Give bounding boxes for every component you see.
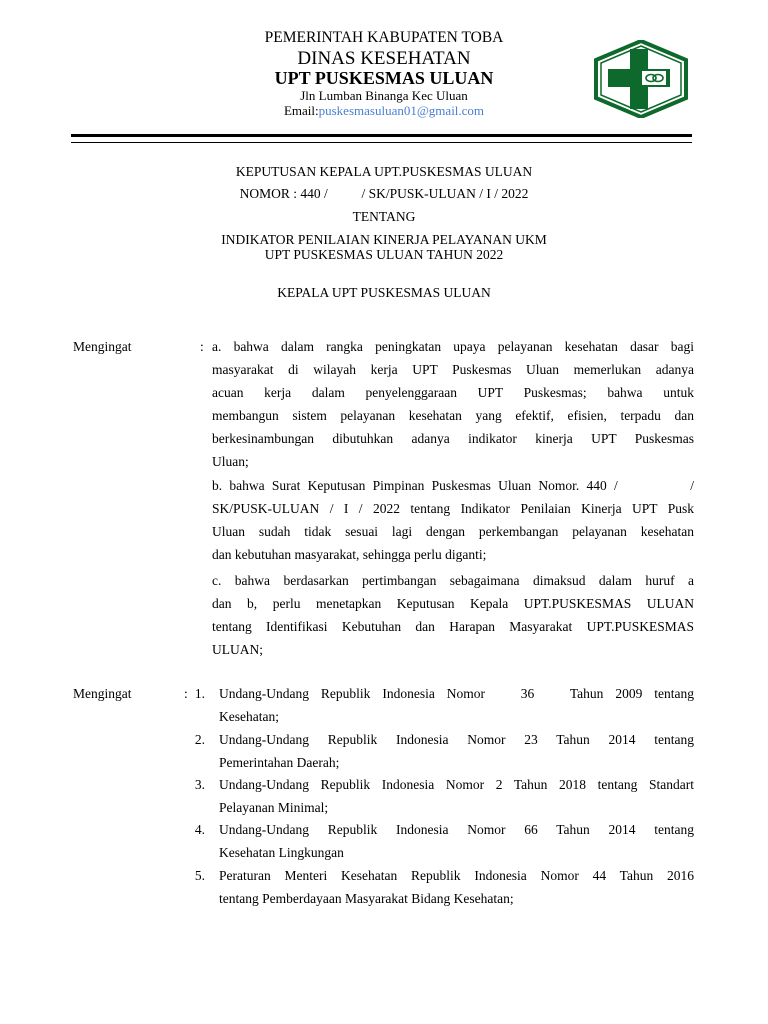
legal-basis-item	[219, 728, 694, 774]
consideration-a-line: berkesinambungan dibutuhkan adanya indikator kinerja UPT Puskesmas	[212, 431, 694, 446]
legal-basis-number: 2.	[194, 732, 205, 747]
letterhead-email-line	[184, 103, 584, 119]
legal-basis-line: Pelayanan Minimal;	[219, 800, 329, 815]
email-label: Email:	[283, 103, 319, 118]
email-link[interactable]: puskesmasuluan01@gmail.com	[318, 103, 485, 118]
legal-basis-item	[219, 773, 694, 819]
decree-number: NOMOR : 440 / / SK/PUSK-ULUAN / I / 2022	[239, 186, 529, 201]
legal-basis-line: Pemerintahan Daerah;	[219, 755, 340, 770]
consideration-a-line: a. bahwa dalam rangka peningkatan upaya pelayanan kesehatan dasar bagi	[212, 339, 694, 354]
consideration-a-line: Uluan;	[212, 454, 249, 469]
letterhead-divider-thick	[71, 134, 692, 137]
decree-subject-line1: INDIKATOR PENILAIAN KINERJA PELAYANAN UKM	[221, 232, 547, 247]
consideration-b-line: dan kebutuhan masyarakat, sehingga perlu diganti;	[212, 547, 487, 562]
legal-basis-number: 3.	[194, 777, 205, 792]
consideration-c-line: dan b, perlu menetapkan Keputusan Kepala UPT.PUSKESMAS ULUAN	[212, 596, 694, 611]
consideration-a-line: acuan kerja dalam penyelenggaraan UPT Puskesmas; bahwa untuk	[212, 385, 694, 400]
consideration-b	[212, 474, 694, 566]
legal-basis-line: Undang-Undang Republik Indonesia Nomor 2 Tahun 2018 tentang Standart	[219, 777, 694, 792]
legal-basis-line: Peraturan Menteri Kesehatan Republik Indonesia Nomor 44 Tahun 2016	[219, 868, 694, 883]
legal-basis-line: Undang-Undang Republik Indonesia Nomor 66 Tahun 2014 tentang	[219, 822, 694, 837]
consideration-b-line: b. bahwa Surat Keputusan Pimpinan Puskesmas Uluan Nomor. 440 / /	[212, 478, 694, 493]
consideration-a-line: membangun sistem pelayanan kesehatan yang efektif, efisien, terpadu dan	[212, 408, 694, 423]
legal-basis-item	[219, 818, 694, 864]
decree-subject-line2: UPT PUSKESMAS ULUAN TAHUN 2022	[264, 247, 504, 262]
decree-title: KEPUTUSAN KEPALA UPT.PUSKESMAS ULUAN	[235, 164, 533, 179]
section1-colon: :	[200, 339, 204, 354]
letterhead-agency: DINAS KESEHATAN	[297, 48, 471, 69]
legal-basis-number: 5.	[194, 868, 205, 883]
legal-basis-line: Kesehatan Lingkungan	[219, 845, 344, 860]
legal-basis-item	[219, 682, 694, 728]
legal-basis-number: 4.	[194, 822, 205, 837]
consideration-c-line: ULUAN;	[212, 642, 263, 657]
puskesmas-logo-icon	[594, 40, 688, 118]
letterhead-divider-thin	[71, 142, 692, 143]
legal-basis-item	[219, 864, 694, 910]
legal-basis-line: Undang-Undang Republik Indonesia Nomor 23 Tahun 2014 tentang	[219, 732, 694, 747]
decree-issuer: KEPALA UPT PUSKESMAS ULUAN	[277, 285, 491, 300]
consideration-b-line: Uluan sudah tidak sesuai lagi dengan perkembangan pelayanan kesehatan	[212, 524, 694, 539]
legal-basis-line: tentang Pemberdayaan Masyarakat Bidang Kesehatan;	[219, 891, 514, 906]
consideration-b-line: SK/PUSK-ULUAN / I / 2022 tentang Indikator Penilaian Kinerja UPT Pusk	[212, 501, 694, 516]
section1-label: Mengingat	[73, 339, 132, 354]
letterhead-unit: UPT PUSKESMAS ULUAN	[274, 68, 494, 88]
letterhead-government: PEMERINTAH KABUPATEN TOBA	[264, 29, 504, 46]
letterhead-address: Jln Lumban Binanga Kec Uluan	[300, 88, 468, 103]
decree-tentang: TENTANG	[352, 209, 416, 224]
consideration-c-line: c. bahwa berdasarkan pertimbangan sebagaimana dimaksud dalam huruf a	[212, 573, 694, 588]
section2-colon: :	[184, 686, 188, 701]
consideration-c-line: tentang Identifikasi Kebutuhan dan Harapan Masyarakat UPT.PUSKESMAS	[212, 619, 694, 634]
consideration-a	[212, 335, 694, 473]
section2-label: Mengingat	[73, 686, 132, 701]
legal-basis-number: 1.	[194, 686, 205, 701]
legal-basis-line: Kesehatan;	[219, 709, 279, 724]
consideration-c	[212, 569, 694, 661]
consideration-a-line: masyarakat di wilayah kerja UPT Puskesmas Uluan memerlukan adanya	[212, 362, 694, 377]
legal-basis-line: Undang-Undang Republik Indonesia Nomor 36 Tahun 2009 tentang	[219, 686, 694, 701]
